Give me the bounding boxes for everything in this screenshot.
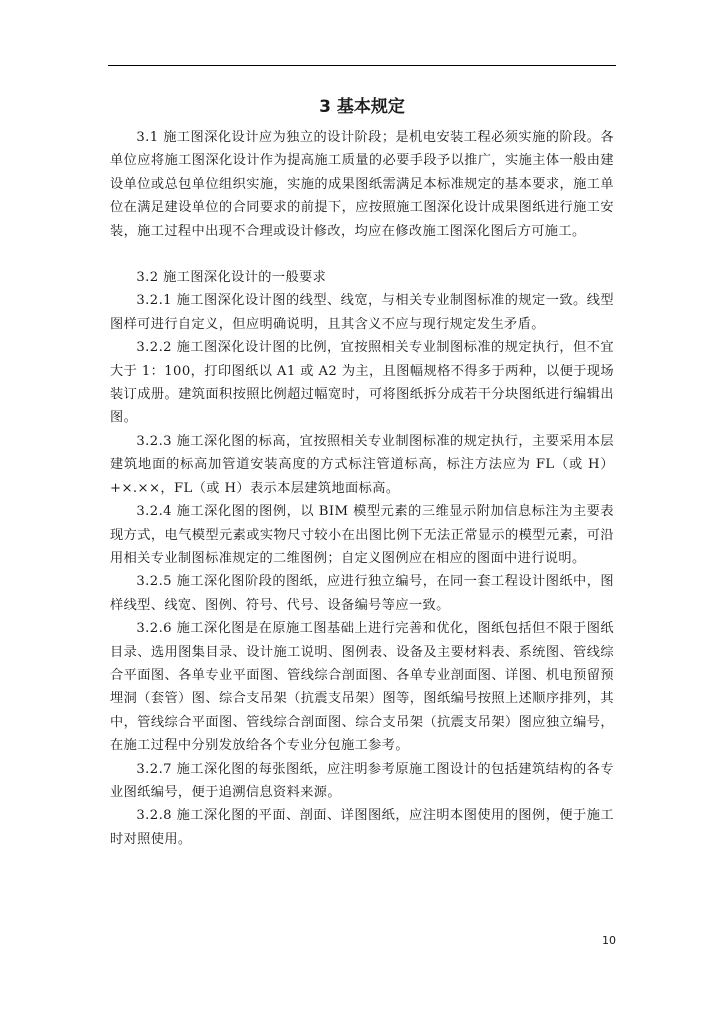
paragraph-3-2-2: 3.2.2 施工图深化设计图的比例，宜按照相关专业制图标准的规定执行，但不宜大于 1：100，打印图纸以 A1 或 A2 为主，且图幅规格不得多于两种，以便于现场装订成册。建筑面积按照比例超过幅宽时，可将图纸拆分成若干分块图纸进行编辑出图。 [110, 340, 614, 426]
section-title: 3 基本规定 [319, 97, 405, 117]
paragraph-3-2-4: 3.2.4 施工深化图的图例，以 BIM 模型元素的三维显示附加信息标注为主要表现方式，电气模型元素或实物尺寸较小在出图比例下无法正常显示的模型元素，可沿用相关专业制图标准规定的二维图例；自定义图例应在相应的图面中进行说明。 [110, 504, 614, 566]
page-number: 10 [602, 934, 616, 947]
paragraph-3-1: 3.1 施工图深化设计应为独立的设计阶段；是机电安装工程必须实施的阶段。各单位应将施工图深化设计作为提高施工质量的必要手段予以推广，实施主体一般由建设单位或总包单位组织实施，实施的成果图纸需满足本标准规定的基本要求，施工单位在满足建设单位的合同要求的前提下，应按照施工图深化设计成果图纸进行施工安装，施工过程中出现不合理或设计修改，均应在修改施工图深化图后方可施工。 [110, 130, 614, 239]
paragraph-3-2-1: 3.2.1 施工图深化设计图的线型、线宽，与相关专业制图标准的规定一致。线型图样可进行自定义，但应明确说明，且其含义不应与现行规定发生矛盾。 [110, 293, 614, 332]
paragraph-3-2-5: 3.2.5 施工深化图阶段的图纸，应进行独立编号，在同一套工程设计图纸中，图样线型、线宽、图例、符号、代号、设备编号等应一致。 [110, 574, 614, 613]
paragraph-3-2-heading: 3.2 施工图深化设计的一般要求 [136, 270, 327, 286]
paragraph-3-2-8: 3.2.8 施工深化图的平面、剖面、详图图纸，应注明本图使用的图例，便于施工时对照使用。 [110, 808, 614, 847]
document-body [110, 126, 614, 851]
paragraph-3-2-3: 3.2.3 施工深化图的标高，宜按照相关专业制图标准的规定执行，主要采用本层建筑地面的标高加管道安装高度的方式标注管道标高，标注方法应为 FL（或 H）+×.××，FL（或 H）表示本层建筑地面标高。 [110, 433, 614, 496]
paragraph-3-2-6: 3.2.6 施工深化图是在原施工图基础上进行完善和优化，图纸包括但不限于图纸目录、选用图集目录、设计施工说明、图例表、设备及主要材料表、系统图、管线综合平面图、各单专业平面图、管线综合剖面图、各单专业剖面图、详图、机电预留预埋洞（套管）图、综合支吊架（抗震支吊架）图等，图纸编号按照上述顺序排列，其中，管线综合平面图、管线综合剖面图、综合支吊架（抗震支吊架）图应独立编号，在施工过程中分别发放给各个专业分包施工参考。 [110, 621, 614, 754]
paragraph-3-2-7: 3.2.7 施工深化图的每张图纸，应注明参考原施工图设计的包括建筑结构的各专业图纸编号，便于追溯信息资料来源。 [110, 761, 614, 800]
header-rule [108, 65, 616, 66]
